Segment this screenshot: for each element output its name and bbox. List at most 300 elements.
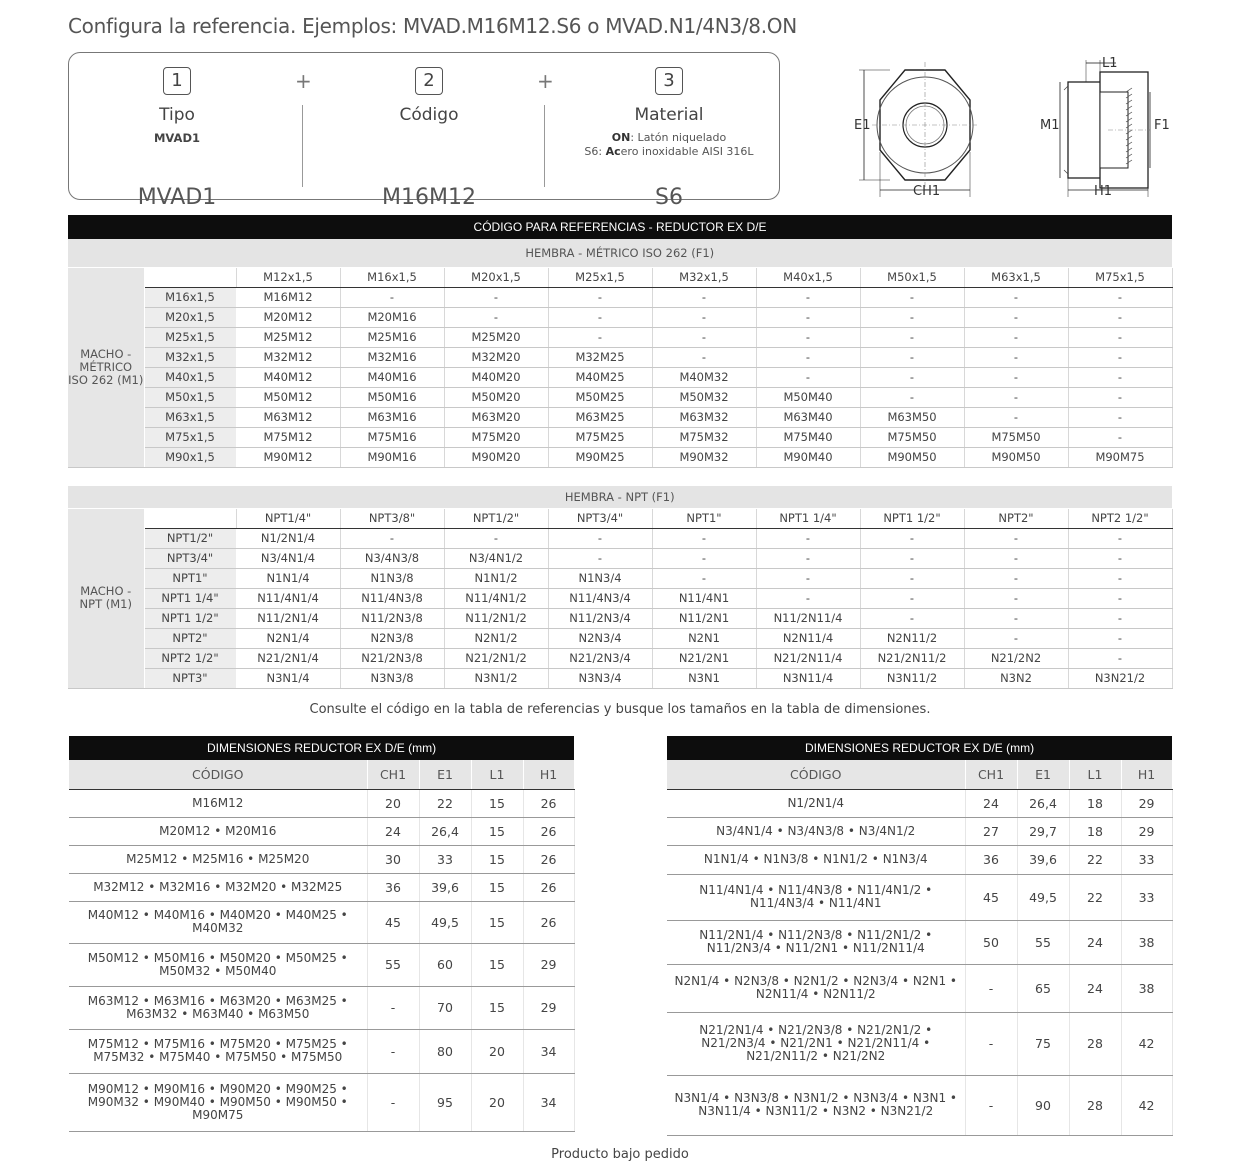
table-cell: N3N21/2 [1068,668,1172,688]
table-cell: - [756,588,860,608]
table-cell: N3N1 [652,668,756,688]
hi-cell: 34 [523,1029,574,1073]
table-cell: - [1068,427,1172,447]
table-cell: M75M50 [860,427,964,447]
li-cell: 20 [471,1029,523,1073]
table-cell: - [652,548,756,568]
ei-cell: 95 [419,1073,471,1131]
ei-cell: 80 [419,1029,471,1073]
code-cell: M20M12 • M20M16 [69,817,367,845]
table-cell: M90M40 [756,447,860,467]
column-header: E1 [419,760,471,789]
row-label: M20x1,5 [144,307,236,327]
plus-sign: + [295,69,312,93]
column-header: M25x1,5 [548,267,652,287]
table-cell: - [964,407,1068,427]
table-cell: M20M16 [340,307,444,327]
table-cell: M75M50 [964,427,1068,447]
code-cell: M40M12 • M40M16 • M40M20 • M40M25 • M40M32 [69,901,367,943]
table-cell: M90M25 [548,447,652,467]
page-headline: Configura la referencia. Ejemplos: MVAD.M16M12.S6 o MVAD.N1/4N3/8.ON [68,14,797,38]
table-cell: - [860,347,964,367]
table-cell: N11/4N1/2 [444,588,548,608]
table-row [667,845,1172,874]
label-l1: L1 [1102,56,1118,71]
table-cell: M32M16 [340,347,444,367]
table-row [68,447,1172,467]
table-row [68,568,1172,588]
table-cell: M63M50 [860,407,964,427]
code-cell: N21/2N1/4 • N21/2N3/8 • N21/2N1/2 • N21/2N3/4 • N21/2N1 • N21/2N11/4 • N21/2N11/2 • N21/2N2 [667,1012,965,1075]
table-cell: - [860,307,964,327]
chi-cell: 36 [965,845,1017,874]
hi-cell: 26 [523,873,574,901]
table-cell: M63M20 [444,407,548,427]
ei-cell: 60 [419,943,471,986]
table-cell: - [1068,407,1172,427]
table-cell: - [756,327,860,347]
li-cell: 28 [1069,1075,1121,1135]
table-cell: - [1068,327,1172,347]
code-cell: M32M12 • M32M16 • M32M20 • M32M25 [69,873,367,901]
table-cell: - [1068,367,1172,387]
table-cell: - [860,548,964,568]
column-header: NPT1" [652,508,756,528]
npt-dimensions-table [667,736,1173,1136]
table-cell: - [652,568,756,588]
ei-cell: 90 [1017,1075,1069,1135]
table-cell: M50M25 [548,387,652,407]
table-cell: - [756,367,860,387]
table-row [69,873,574,901]
column-header: L1 [1069,760,1121,789]
label-f1: F1 [1154,118,1170,133]
table-cell: N3/4N3/8 [340,548,444,568]
table-cell: M40M25 [548,367,652,387]
table-cell: M40M12 [236,367,340,387]
table-cell: N11/4N1 [652,588,756,608]
table-row [667,817,1172,845]
chi-cell: 27 [965,817,1017,845]
chi-cell: 24 [965,789,1017,817]
table-row [69,943,574,986]
table-cell: - [860,568,964,588]
ei-cell: 29,7 [1017,817,1069,845]
table-row [68,427,1172,447]
label-ch1: CH1 [913,184,941,199]
table-cell: M40M20 [444,367,548,387]
table-row [69,901,574,943]
column-header: NPT1 1/4" [756,508,860,528]
code-cell: M63M12 • M63M16 • M63M20 • M63M25 • M63M32 • M63M40 • M63M50 [69,986,367,1029]
table-cell: N11/2N11/4 [756,608,860,628]
table-cell: N11/2N1 [652,608,756,628]
table-cell: - [444,528,548,548]
code-cell: M16M12 [69,789,367,817]
li-cell: 15 [471,845,523,873]
table-cell: N21/2N3/8 [340,648,444,668]
table-cell: - [548,287,652,307]
column-header: L1 [471,760,523,789]
table-cell: M90M50 [964,447,1068,467]
ei-cell: 49,5 [1017,874,1069,920]
table-cell: M63M40 [756,407,860,427]
row-label: M16x1,5 [144,287,236,307]
hi-cell: 29 [523,943,574,986]
table-cell: - [964,628,1068,648]
table-row [68,307,1172,327]
code-cell: N1N1/4 • N1N3/8 • N1N1/2 • N1N3/4 [667,845,965,874]
table-row [667,874,1172,920]
hi-cell: 42 [1121,1012,1172,1075]
table-cell: N11/2N3/4 [548,608,652,628]
table-row [68,287,1172,307]
table-cell: M90M16 [340,447,444,467]
code-cell: N3/4N1/4 • N3/4N3/8 • N3/4N1/2 [667,817,965,845]
column-header: CÓDIGO [69,760,367,789]
column-header: NPT2 1/2" [1068,508,1172,528]
code-cell: N11/2N1/4 • N11/2N3/8 • N11/2N1/2 • N11/2N3/4 • N11/2N1 • N11/2N11/4 [667,920,965,964]
table-cell: N21/2N3/4 [548,648,652,668]
table-cell: - [756,307,860,327]
table-cell: N1/2N1/4 [236,528,340,548]
table-cell: - [860,327,964,347]
table-cell: M75M25 [548,427,652,447]
step-example: M16M12 [382,185,476,210]
table-cell: - [652,287,756,307]
table-row [69,845,574,873]
table-row [68,548,1172,568]
table-cell: M25M16 [340,327,444,347]
table-cell: N3N3/4 [548,668,652,688]
table-cell: - [652,347,756,367]
row-label: M75x1,5 [144,427,236,447]
step-example: S6 [655,185,683,210]
table-cell: N21/2N11/2 [860,648,964,668]
table-cell: M50M40 [756,387,860,407]
reference-table-title: CÓDIGO PARA REFERENCIAS - REDUCTOR EX D/E [68,215,1172,239]
table-row [667,964,1172,1012]
table-cell: M75M32 [652,427,756,447]
table-cell: M32M12 [236,347,340,367]
ei-cell: 39,6 [1017,845,1069,874]
step-example: MVAD1 [137,185,217,210]
column-header-row [667,760,1172,789]
table-cell: - [964,347,1068,367]
table-cell: - [756,568,860,588]
row-label: NPT3" [144,668,236,688]
table-cell: N3N1/4 [236,668,340,688]
code-cell: M50M12 • M50M16 • M50M20 • M50M25 • M50M32 • M50M40 [69,943,367,986]
table-cell: M32M25 [548,347,652,367]
column-header: M32x1,5 [652,267,756,287]
table-cell: - [1068,347,1172,367]
li-cell: 15 [471,943,523,986]
li-cell: 22 [1069,874,1121,920]
table-cell: N21/2N2 [964,648,1068,668]
column-header: NPT2" [964,508,1068,528]
table-cell: M63M12 [236,407,340,427]
table-cell: N3N2 [964,668,1068,688]
table-row [69,1029,574,1073]
ei-cell: 49,5 [419,901,471,943]
table-cell: - [964,548,1068,568]
table-cell: M75M40 [756,427,860,447]
li-cell: 24 [1069,920,1121,964]
table-cell: - [756,528,860,548]
table-cell: - [340,528,444,548]
table-cell: - [964,568,1068,588]
hi-cell: 29 [1121,789,1172,817]
code-cell: M25M12 • M25M16 • M25M20 [69,845,367,873]
table-cell: - [340,287,444,307]
table-cell: M75M12 [236,427,340,447]
table-cell: - [860,528,964,548]
li-cell: 15 [471,873,523,901]
row-label: M50x1,5 [144,387,236,407]
table-cell: N11/4N3/4 [548,588,652,608]
table-cell: N11/2N1/2 [444,608,548,628]
step-title: Material [634,105,704,125]
li-cell: 22 [1069,845,1121,874]
table-cell: - [860,608,964,628]
table-row [68,648,1172,668]
table-cell: - [964,588,1068,608]
table-cell: N2N3/4 [548,628,652,648]
footer-note: Producto bajo pedido [551,1147,689,1162]
reference-configurator [68,52,780,210]
code-cell: M75M12 • M75M16 • M75M20 • M75M25 • M75M32 • M75M40 • M75M50 • M75M50 [69,1029,367,1073]
table-row [68,407,1172,427]
row-label: NPT1 1/2" [144,608,236,628]
table-row [667,1075,1172,1135]
table-cell: N2N1/4 [236,628,340,648]
label-h1: H1 [1094,184,1113,199]
table-cell: M32M20 [444,347,548,367]
ei-cell: 22 [419,789,471,817]
table-cell: N3N11/4 [756,668,860,688]
column-header: M75x1,5 [1068,267,1172,287]
table-cell: M63M32 [652,407,756,427]
column-header: M40x1,5 [756,267,860,287]
chi-cell: 45 [367,901,419,943]
table-cell: N3N11/2 [860,668,964,688]
table-cell: - [860,287,964,307]
column-header-row [69,760,574,789]
dimensions-title: DIMENSIONES REDUCTOR EX D/E (mm) [667,736,1172,760]
technical-drawings [850,52,1180,202]
row-label: NPT1" [144,568,236,588]
table-row [69,1073,574,1131]
row-label: NPT1 1/4" [144,588,236,608]
dimensions-title: DIMENSIONES REDUCTOR EX D/E (mm) [69,736,574,760]
table-cell: - [964,387,1068,407]
table-cell: M90M12 [236,447,340,467]
table-row [667,1012,1172,1075]
table-cell: M75M16 [340,427,444,447]
hi-cell: 38 [1121,920,1172,964]
table-cell: - [1068,528,1172,548]
table-row [667,789,1172,817]
table-row [68,327,1172,347]
column-header: NPT1/4" [236,508,340,528]
li-cell: 15 [471,817,523,845]
table-cell: N1N1/2 [444,568,548,588]
chi-cell: - [965,964,1017,1012]
table-row [68,668,1172,688]
li-cell: 24 [1069,964,1121,1012]
table-cell: - [652,528,756,548]
ei-cell: 39,6 [419,873,471,901]
instruction-note: Consulte el código en la tabla de referencias y busque los tamaños en la tabla de dimensiones. [309,702,931,717]
row-label: NPT2 1/2" [144,648,236,668]
column-header: CÓDIGO [667,760,965,789]
table-cell: - [652,307,756,327]
table-cell: N3/4N1/2 [444,548,548,568]
table-cell: N11/4N1/4 [236,588,340,608]
table-cell: M40M32 [652,367,756,387]
hi-cell: 26 [523,901,574,943]
table-cell: - [756,347,860,367]
divider [544,105,545,187]
table-row [69,986,574,1029]
table-cell: - [1068,648,1172,668]
chi-cell: 50 [965,920,1017,964]
code-cell: N2N1/4 • N2N3/8 • N2N1/2 • N2N3/4 • N2N1 • N2N11/4 • N2N11/2 [667,964,965,1012]
table-cell: M40M16 [340,367,444,387]
hi-cell: 33 [1121,845,1172,874]
table-row [68,367,1172,387]
table-cell: N2N11/4 [756,628,860,648]
table-cell: - [548,528,652,548]
table-cell: N3N3/8 [340,668,444,688]
column-header: NPT1/2" [444,508,548,528]
macho-label: MACHO - MÉTRICO ISO 262 (M1) [68,267,144,467]
table-cell: - [1068,548,1172,568]
table-cell: M25M20 [444,327,548,347]
table-cell: M75M20 [444,427,548,447]
hembra-header: HEMBRA - NPT (F1) [68,486,1172,508]
table-row [68,588,1172,608]
metric-reference-table [68,239,1173,468]
chi-cell: - [367,1073,419,1131]
table-cell: - [964,307,1068,327]
table-cell: - [1068,608,1172,628]
hi-cell: 26 [523,845,574,873]
column-header: CH1 [965,760,1017,789]
material-options [569,131,769,159]
hi-cell: 29 [1121,817,1172,845]
table-cell: - [444,307,548,327]
table-cell: M20M12 [236,307,340,327]
table-cell: - [548,548,652,568]
material-option-s6: S6: Acero inoxidable AISI 316L [584,145,754,158]
hi-cell: 38 [1121,964,1172,1012]
li-cell: 18 [1069,817,1121,845]
ei-cell: 75 [1017,1012,1069,1075]
table-cell: N3/4N1/4 [236,548,340,568]
row-label: NPT2" [144,628,236,648]
step-number: 2 [415,67,443,95]
side-view-drawing [1040,56,1170,199]
table-cell: N21/2N1/2 [444,648,548,668]
hembra-header: HEMBRA - MÉTRICO ISO 262 (F1) [68,239,1172,267]
table-cell: - [860,367,964,387]
label-e1: E1 [854,118,871,133]
table-cell: - [1068,307,1172,327]
table-cell: - [1068,628,1172,648]
step-title: Código [399,105,459,125]
table-cell: - [1068,387,1172,407]
table-cell: - [652,327,756,347]
column-header: M63x1,5 [964,267,1068,287]
chi-cell: 55 [367,943,419,986]
li-cell: 15 [471,986,523,1029]
table-cell: M90M75 [1068,447,1172,467]
table-cell: - [964,608,1068,628]
material-option-on: ON: Latón niquelado [611,131,727,144]
table-cell: N21/2N11/4 [756,648,860,668]
table-cell: - [964,367,1068,387]
chi-cell: 36 [367,873,419,901]
row-label: M63x1,5 [144,407,236,427]
li-cell: 28 [1069,1012,1121,1075]
column-header: M20x1,5 [444,267,548,287]
table-row [68,528,1172,548]
row-label: M90x1,5 [144,447,236,467]
ei-cell: 26,4 [1017,789,1069,817]
table-cell: - [860,588,964,608]
ei-cell: 26,4 [419,817,471,845]
step-tipo [77,67,277,210]
column-header: NPT3/8" [340,508,444,528]
hi-cell: 26 [523,817,574,845]
label-m1: M1 [1040,118,1060,133]
table-cell: N11/2N1/4 [236,608,340,628]
row-label: NPT3/4" [144,548,236,568]
table-cell: - [964,327,1068,347]
chi-cell: 20 [367,789,419,817]
table-row [68,628,1172,648]
row-label: M25x1,5 [144,327,236,347]
table-row [667,920,1172,964]
table-cell: N2N3/8 [340,628,444,648]
table-row [69,817,574,845]
npt-reference-table [68,486,1173,689]
table-cell: - [964,528,1068,548]
table-cell: N21/2N1 [652,648,756,668]
hi-cell: 29 [523,986,574,1029]
table-row [69,789,574,817]
divider [302,105,303,187]
step-codigo [329,67,529,210]
table-cell: N2N1/2 [444,628,548,648]
table-cell: - [756,548,860,568]
table-row [68,347,1172,367]
code-cell: N11/4N1/4 • N11/4N3/8 • N11/4N1/2 • N11/4N3/4 • N11/4N1 [667,874,965,920]
table-cell: M16M12 [236,287,340,307]
hi-cell: 42 [1121,1075,1172,1135]
table-cell: - [548,307,652,327]
table-cell: - [964,287,1068,307]
table-cell: M90M32 [652,447,756,467]
column-header: M16x1,5 [340,267,444,287]
column-header: CH1 [367,760,419,789]
metric-dimensions-table [69,736,575,1132]
code-cell: M90M12 • M90M16 • M90M20 • M90M25 • M90M32 • M90M40 • M90M50 • M90M50 • M90M75 [69,1073,367,1131]
code-cell: N1/2N1/4 [667,789,965,817]
hi-cell: 26 [523,789,574,817]
